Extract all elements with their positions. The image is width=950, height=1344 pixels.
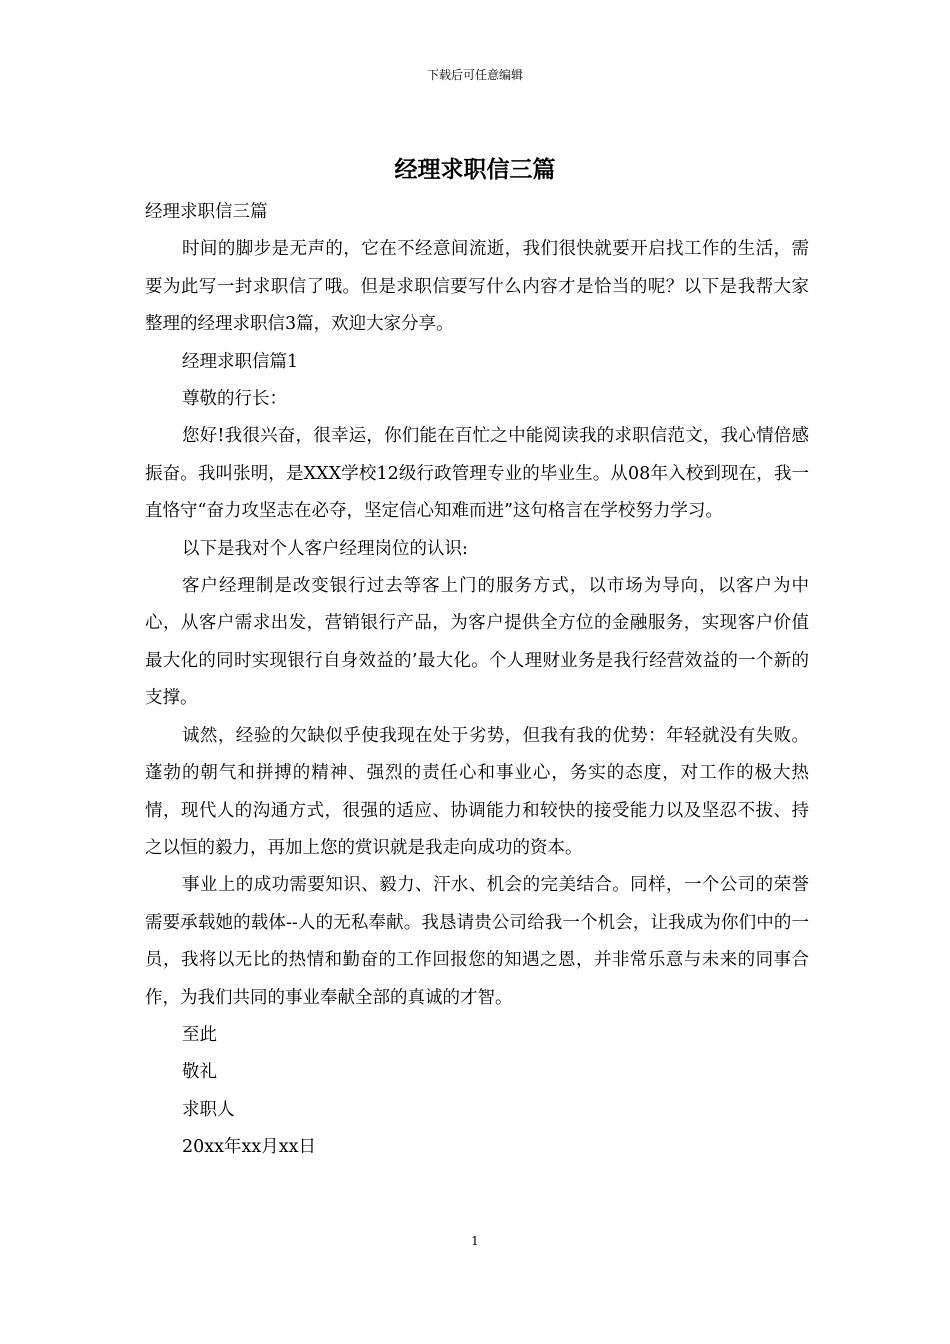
body-paragraph: 客户经理制是改变银行过去等客上门的服务方式，以市场为导向，以客户为中心，从客户需求出发，营销银行产品，为客户提供全方位的金融服务，实现客户价值最大化的同时实现银行自身效益的’最大化。个人理财业务是我行经营效益的一个新的支撑。 <box>145 576 809 709</box>
subtitle-paragraph: 经理求职信三篇 <box>145 202 268 222</box>
header-note: 下载后可任意编辑 <box>426 68 523 82</box>
section-heading: 经理求职信篇1 <box>182 351 299 372</box>
body-paragraph: 您好!我很兴奋，很幸运，你们能在百忙之中能阅读我的求职信范文，我心情倍感振奋。我叫张明，是XXX学校12级行政管理专业的毕业生。从08年入校到现在，我一直恪守“奋力攻坚志在必夺，坚定信心知难而进”这句格言在学校努力学习。 <box>145 426 809 522</box>
page-number: 1 <box>471 1234 479 1248</box>
closing-regards: 敬礼 <box>182 1062 217 1083</box>
document-body <box>145 194 809 1167</box>
body-paragraph: 事业上的成功需要知识、毅力、汗水、机会的完美结合。同样，一个公司的荣誉需要承载她的载体--人的无私奉献。我恳请贵公司给我一个机会，让我成为你们中的一员，我将以无比的热情和勤奋的工作回报您的知遇之恩，并非常乐意与未来的同事合作，为我们共同的事业奉献全部的真诚的才智。 <box>145 875 809 1008</box>
salutation: 尊敬的行长： <box>182 389 287 410</box>
intro-paragraph: 时间的脚步是无声的，它在不经意间流逝，我们很快就要开启找工作的生活，需要为此写一封求职信了哦。但是求职信要写什么内容才是恰当的呢？以下是我帮大家整理的经理求职信3篇，欢迎大家分享。 <box>145 239 809 335</box>
signature-label: 求职人 <box>182 1099 235 1120</box>
date-line: 20xx年xx月xx日 <box>182 1137 316 1158</box>
closing-line: 至此 <box>182 1024 217 1045</box>
body-paragraph: 以下是我对个人客户经理岗位的认识: <box>182 538 468 559</box>
body-paragraph: 诚然，经验的欠缺似乎使我现在处于劣势，但我有我的优势：年轻就没有失败。蓬勃的朝气和拼搏的精神、强烈的责任心和事业心，务实的态度，对工作的极大热情，现代人的沟通方式，很强的适应、协调能力和较快的接受能力以及坚忍不拔、持之以恒的毅力，再加上您的赏识就是我走向成功的资本。 <box>145 725 809 858</box>
document-title: 经理求职信三篇 <box>394 156 556 183</box>
